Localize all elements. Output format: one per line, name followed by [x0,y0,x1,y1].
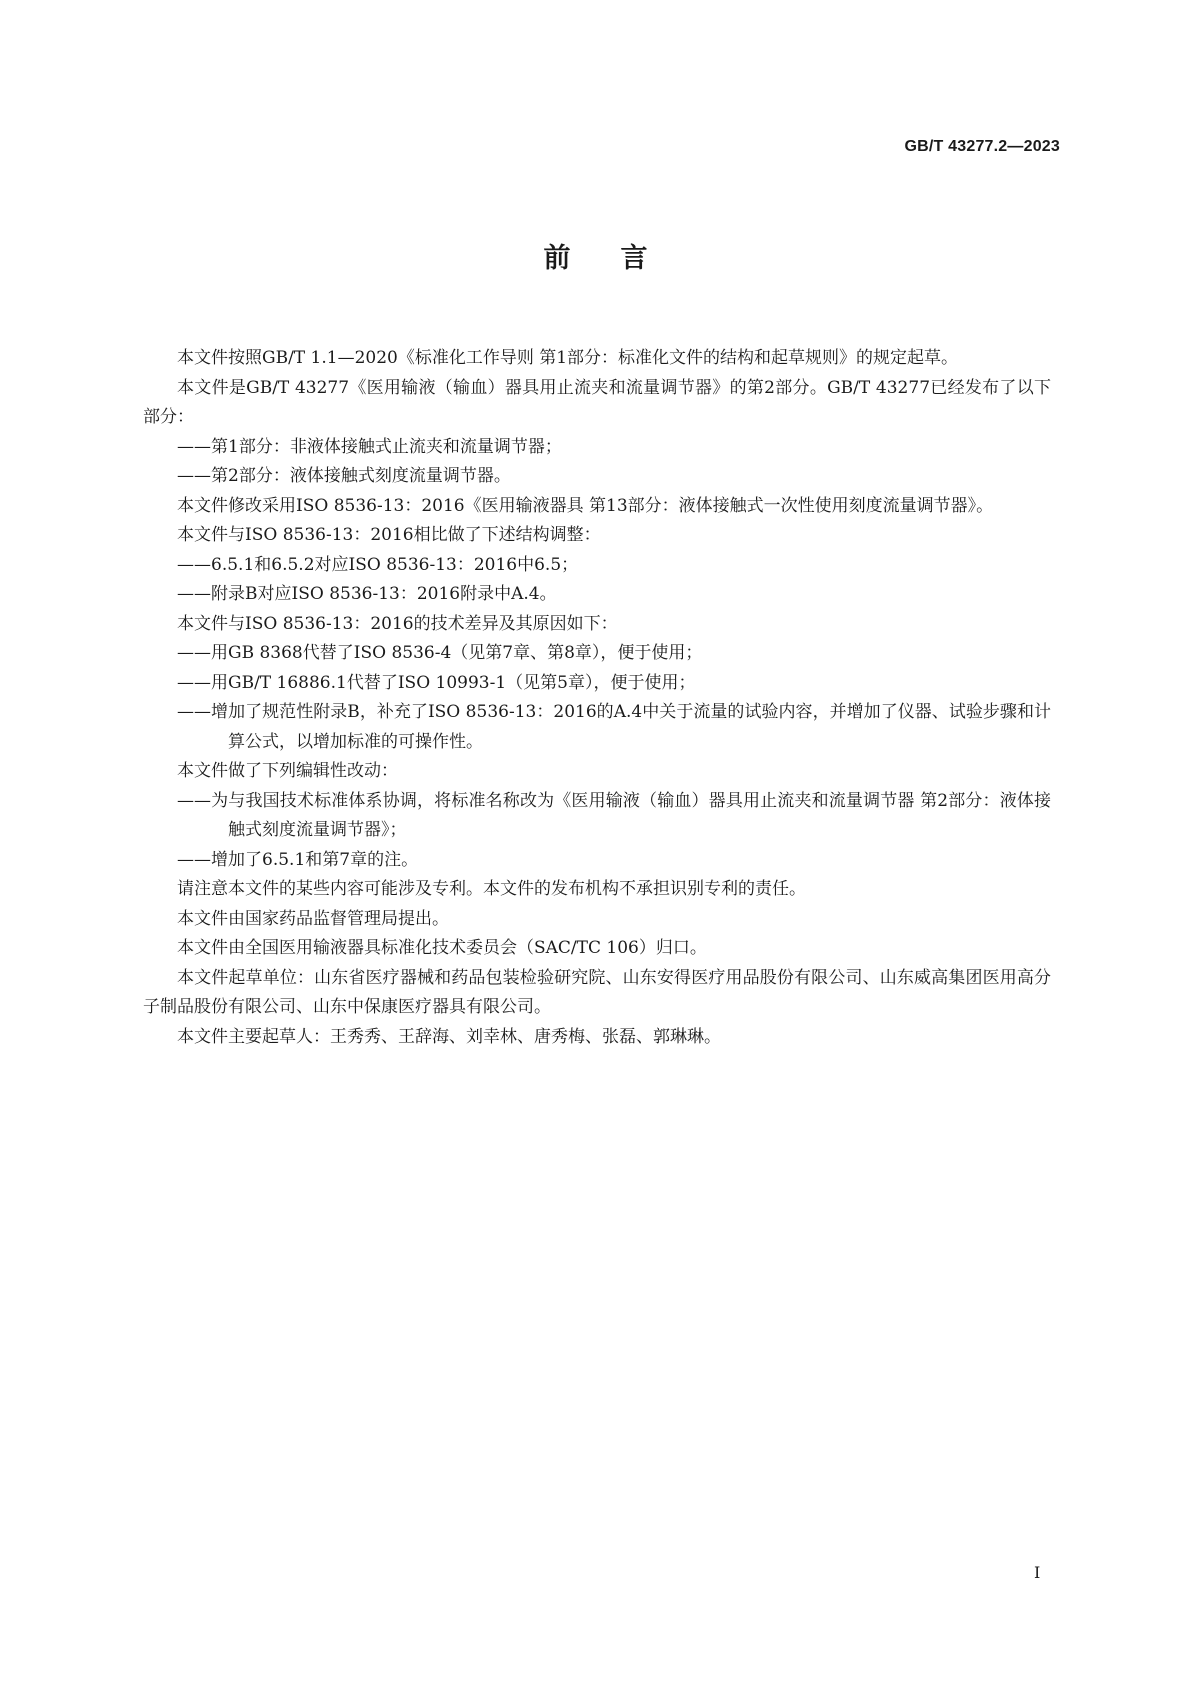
page-number: I [1034,1563,1041,1582]
list-item: ——为与我国技术标准体系协调，将标准名称改为《医用输液（输血）器具用止流夹和流量调节器 第2部分：液体接触式刻度流量调节器》； [177,790,1051,840]
paragraph: 本文件与ISO 8536-13：2016的技术差异及其原因如下： [177,613,618,634]
list-item: ——增加了规范性附录B，补充了ISO 8536-13：2016的A.4中关于流量的试验内容，并增加了仪器、试验步骤和计算公式，以增加标准的可操作性。 [177,702,1051,752]
paragraph: 请注意本文件的某些内容可能涉及专利。本文件的发布机构不承担识别专利的责任。 [177,879,806,899]
paragraph: 本文件主要起草人：王秀秀、王辞海、刘幸林、唐秀梅、张磊、郭琳琳。 [177,1026,721,1047]
paragraph: 本文件按照GB/T 1.1—2020《标准化工作导则 第1部分：标准化文件的结构和起草规则》的规定起草。 [177,348,959,368]
document-code: GB/T 43277.2—2023 [904,138,1060,155]
list-item: ——附录B对应ISO 8536-13：2016附录中A.4。 [177,584,557,604]
paragraph: 本文件做了下列编辑性改动： [177,761,398,781]
list-item: ——用GB 8368代替了ISO 8536-4（见第7章、第8章），便于使用； [177,643,703,663]
list-item: ——第1部分：非液体接触式止流夹和流量调节器； [177,436,562,457]
page-title: 前言 [543,243,698,274]
list-item: ——增加了6.5.1和第7章的注。 [177,849,419,870]
paragraph: 本文件由国家药品监督管理局提出。 [177,908,449,929]
list-item: ——6.5.1和6.5.2对应ISO 8536-13：2016中6.5； [177,554,579,575]
list-item: ——用GB/T 16886.1代替了ISO 10993-1（见第5章），便于使用； [177,672,696,693]
paragraph: 本文件起草单位：山东省医疗器械和药品包装检验研究院、山东安得医疗用品股份有限公司、山东威高集团医用高分子制品股份有限公司、山东中保康医疗器具有限公司。 [143,967,1051,1017]
paragraph: 本文件修改采用ISO 8536-13：2016《医用输液器具 第13部分：液体接触式一次性使用刻度流量调节器》。 [177,495,994,516]
document-body [143,344,1051,1052]
paragraph: 本文件由全国医用输液器具标准化技术委员会（SAC/TC 106）归口。 [177,938,707,958]
paragraph: 本文件与ISO 8536-13：2016相比做了下述结构调整： [177,525,601,545]
list-item: ——第2部分：液体接触式刻度流量调节器。 [177,466,511,486]
paragraph: 本文件是GB/T 43277《医用输液（输血）器具用止流夹和流量调节器》的第2部分。GB/T 43277已经发布了以下部分： [143,377,1051,427]
